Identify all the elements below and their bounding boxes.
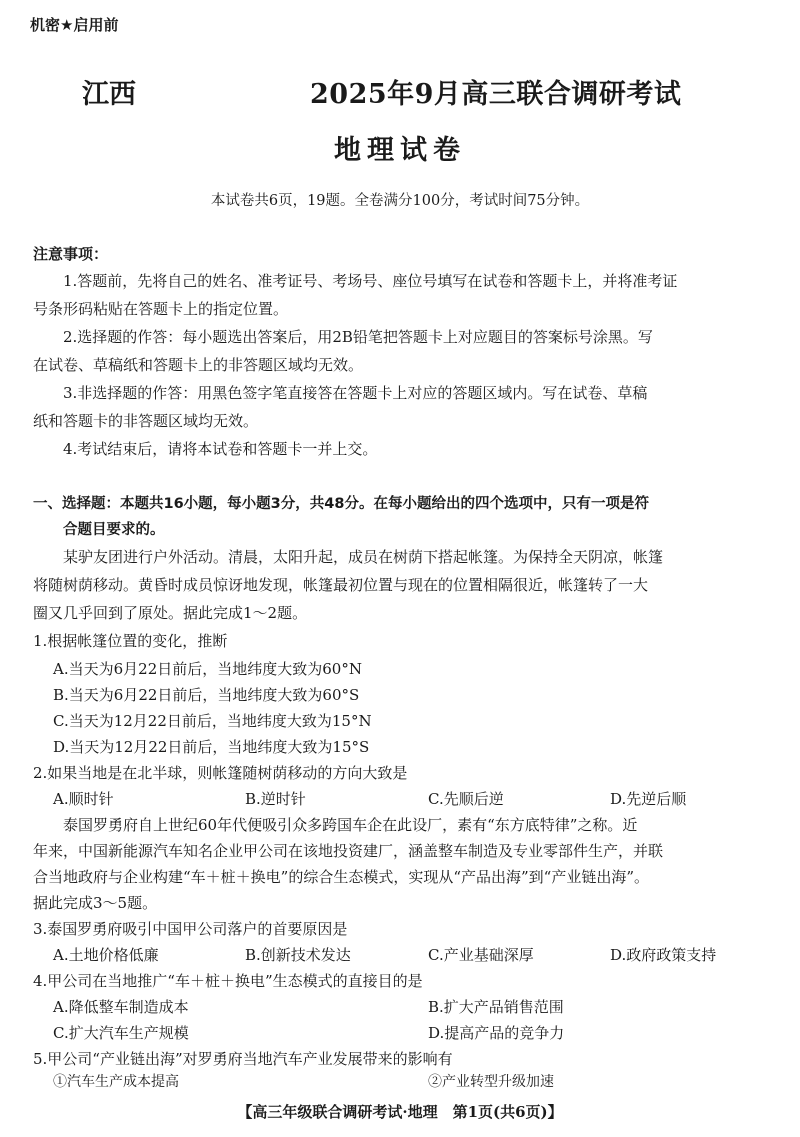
material-line: 某驴友团进行户外活动。清晨，太阳升起，成员在树荫下搭起帐篷。为保持全天阴凉，帐篷 [63,548,664,566]
option: A.土地价格低廉 [53,946,159,964]
option: B.扩大产品销售范围 [428,998,564,1016]
notice-line: 2.选择题的作答：每小题选出答案后，用2B铅笔把答题卡上对应题目的答案标号涂黑。写 [63,328,653,346]
question-stem: 4.甲公司在当地推广“车＋桩＋换电”生态模式的直接目的是 [33,972,423,990]
material-line: 据此完成3～5题。 [33,894,158,912]
q5-item: ②产业转型升级加速 [428,1074,554,1090]
exam-title: 2025年9月高三联合调研考试 [310,79,682,110]
notice-heading: 注意事项： [33,245,109,263]
option: D.当天为12月22日前后，当地纬度大致为15°S [53,738,370,756]
option: C.产业基础深厚 [428,946,534,964]
option: B.当天为6月22日前后，当地纬度大致为60°S [53,686,360,704]
option: C.当天为12月22日前后，当地纬度大致为15°N [53,712,372,730]
material-line: 圈又几乎回到了原处。据此完成1～2题。 [33,604,308,622]
material-line: 合当地政府与企业构建“车＋桩＋换电”的综合生态模式，实现从“产品出海”到“产业链出海”。 [33,868,650,886]
option: B.创新技术发达 [245,946,351,964]
notice-line: 3.非选择题的作答：用黑色签字笔直接答在答题卡上对应的答题区域内。写在试卷、草稿 [63,384,648,402]
confidential-label: 机密★启用前 [30,16,119,34]
question-stem: 5.甲公司“产业链出海”对罗勇府当地汽车产业发展带来的影响有 [33,1050,453,1068]
option: A.顺时针 [53,790,114,808]
notice-line: 4.考试结束后，请将本试卷和答题卡一并上交。 [63,440,378,458]
exam-info: 本试卷共6页，19题。全卷满分100分，考试时间75分钟。 [210,193,590,209]
section-title: 合题目要求的。 [63,522,165,538]
notice-line: 号条形码粘贴在答题卡上的指定位置。 [33,300,289,318]
notice-line: 在试卷、草稿纸和答题卡上的非答题区域均无效。 [33,356,364,374]
section-title: 一、选择题：本题共16小题，每小题3分，共48分。在每小题给出的四个选项中，只有一项是符 [33,496,649,512]
option: D.政府政策支持 [610,946,717,964]
notice-line: 纸和答题卡的非答题区域均无效。 [33,412,259,430]
notice-line: 1.答题前，先将自己的姓名、准考证号、考场号、座位号填写在试卷和答题卡上，并将准考证 [63,272,678,290]
option: D.提高产品的竞争力 [428,1024,565,1042]
material-line: 年来，中国新能源汽车知名企业甲公司在该地投资建厂，涵盖整车制造及专业零部件生产，并联 [33,842,664,860]
q5-item: ①汽车生产成本提高 [53,1074,179,1090]
option: C.先顺后逆 [428,790,504,808]
option: C.扩大汽车生产规模 [53,1024,189,1042]
question-stem: 2.如果当地是在北半球，则帐篷随树荫移动的方向大致是 [33,764,408,782]
question-stem: 1.根据帐篷位置的变化，推断 [33,632,228,650]
option: A.当天为6月22日前后，当地纬度大致为60°N [53,660,362,678]
option: B.逆时针 [245,790,306,808]
option: D.先逆后顺 [610,790,687,808]
material-line: 泰国罗勇府自上世纪60年代便吸引众多跨国车企在此设厂，素有“东方底特律”之称。近 [63,816,638,834]
page-footer: 【高三年级联合调研考试·地理 第1页(共6页)】 [237,1103,563,1121]
option: A.降低整车制造成本 [53,998,189,1016]
province-label: 江西 [82,79,136,110]
material-line: 将随树荫移动。黄昏时成员惊讶地发现，帐篷最初位置与现在的位置相隔很近，帐篷转了一大 [33,576,649,594]
question-stem: 3.泰国罗勇府吸引中国甲公司落户的首要原因是 [33,920,348,938]
subject-title: 地理试卷 [334,135,466,166]
